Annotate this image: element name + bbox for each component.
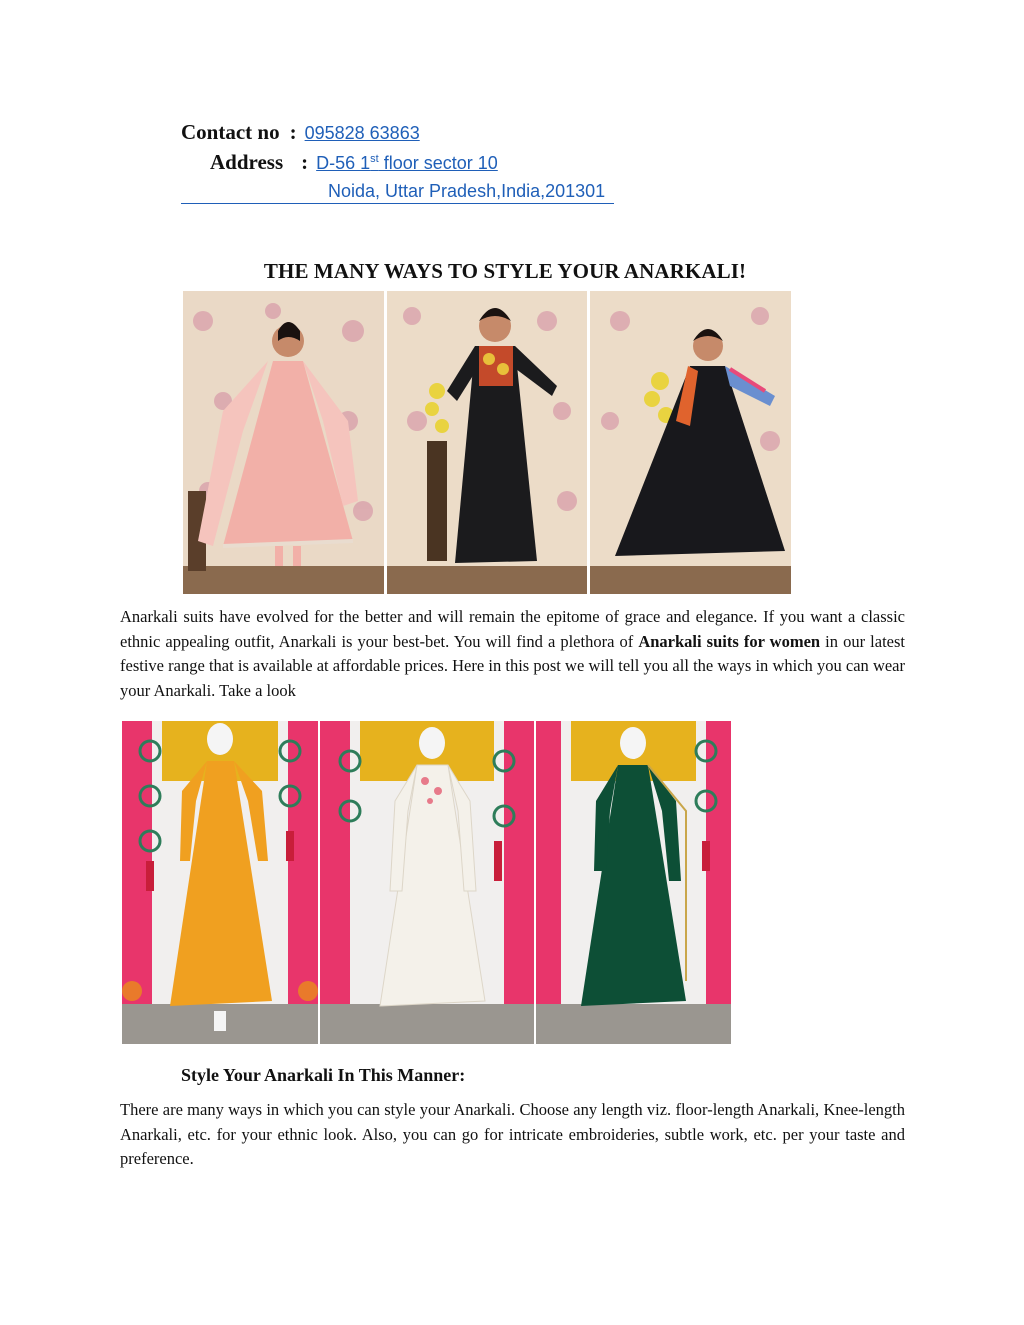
photo-black-jacket-anarkali [590,291,791,594]
intro-paragraph [120,605,905,703]
model-photo-strip [183,291,791,594]
photo-black-embroidered-anarkali [387,291,587,594]
photo-green-anarkali [536,721,731,1044]
intro-text-2: in our latest festive range that is available at affordable prices. Here in this post we will tell you all the ways in which you can wear your Anarkali. Take a look [120,631,905,700]
address-line1-suffix: floor sector 10 [378,153,498,173]
address-line2-row[interactable] [181,181,614,204]
contact-colon: : [289,120,297,144]
intro-bold[interactable]: Anarkali suits for women [638,631,821,651]
contact-label: Contact no [181,120,280,144]
address-line2[interactable]: Noida, Uttar Pradesh,India,201301 [328,181,606,201]
address-link[interactable] [316,153,498,173]
address-line1-sup: st [370,153,379,165]
contact-block [181,120,681,210]
page-title: THE MANY WAYS TO STYLE YOUR ANARKALI! [263,259,747,283]
photo-pink-anarkali [183,291,384,594]
section-subheading: Style Your Anarkali In This Manner: [181,1065,466,1085]
address-line1-prefix: D-56 1 [316,153,371,173]
body-paragraph: There are many ways in which you can style your Anarkali. Choose any length viz. floor-length Anarkali, Knee-length Anarkali, etc. for your ethnic look. Also, you can go for intricate embroideries, subtle work, etc. per your taste and preference. [120,1100,905,1168]
address-colon: : [301,150,309,174]
mannequin-photo-strip [122,721,731,1044]
intro-text-1: Anarkali suits have evolved for the better and will remain the epitome of grace and elegance. If you want a classic ethnic appealing outfit, Anarkali is your best-bet. You will find a plethora of [120,607,905,651]
phone-link[interactable]: 095828 63863 [304,123,420,143]
address-label: Address [210,150,284,174]
photo-white-anarkali [320,721,534,1044]
photo-mustard-anarkali [122,721,318,1044]
